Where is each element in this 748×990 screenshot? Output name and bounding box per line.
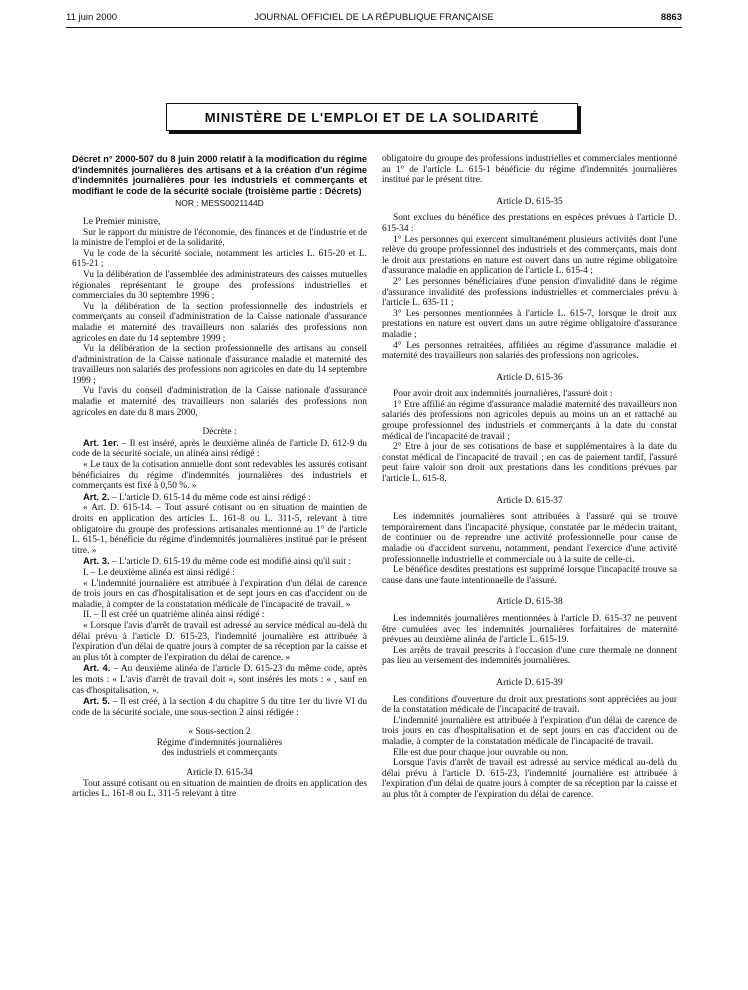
paragraph: des industriels et commerçants [161,748,278,759]
paragraph: Vu le code de la sécurité sociale, notamment les articles L. 615-20 et L. 615-21 ; [72,248,367,270]
paragraph: « Lorsque l'avis d'arrêt de travail est adressé au service médical au-delà du délai prévu à l'article D. 615-23, l'indemnité journalière est attribuée à l'expiration d'un délai de quatre jours à compter de sa réception par la caisse et au plus tôt à compter de l'expiration du délai de carence. » [72,620,367,663]
paragraph: Le Premier ministre, [83,216,161,227]
paragraph: L'indemnité journalière est attribuée à l'expiration d'un délai de carence de trois jours en cas d'hospitalisation et de sept jours en cas d'accident ou de maladie, à compter de la constatation médicale de l'incapacité de travail. [382,715,677,747]
article-text: – L'article D. 615-19 du même code est modifié ainsi qu'il suit : [109,557,351,568]
paragraph: Article D. 615-35 [496,196,563,207]
header-date: 11 juin 2000 [66,12,118,23]
paragraph: obligatoire du groupe des professions industrielles et commerciales mentionné au 1° de l'article L. 615-1 bénéficie du régime d'indemnités journalières institué par le présent titre. [382,154,677,186]
header-journal-title: JOURNAL OFFICIEL DE LA RÉPUBLIQUE FRANÇAISE [254,12,494,23]
paragraph: I. – Le deuxième alinéa est ainsi rédigé : [83,567,235,578]
paragraph: Les arrêts de travail prescrits à l'occasion d'une cure thermale ne donnent pas lieu au versement des indemnités journalières. [382,645,677,667]
paragraph: « L'indemnité journalière est attribuée à l'expiration d'un délai de carence de trois jours en cas d'hospitalisation et de sept jours en cas d'accident ou de maladie, à compter de la constatation médicale de l'incapacité de travail. » [72,578,367,610]
paragraph: Article D. 615-38 [496,597,563,608]
paragraph: Article D. 615-39 [496,677,563,688]
article-label: Art. 4. [83,662,111,674]
page-header [66,12,682,28]
paragraph: Article D. 615-36 [496,372,563,383]
paragraph [72,663,367,696]
paragraph: Vu la délibération de la section professionnelle des artisans au conseil d'administration de la Caisse nationale d'assurance maladie et maternité des travailleurs non salariés des professions non agricoles en date du 14 septembre 1999 ; [72,344,367,386]
paragraph: Article D. 615-37 [496,495,563,506]
paragraph: 4° Les personnes retraitées, affiliées au régime d'assurance maladie et maternité des travailleurs non salariés des professions non agricoles. [382,340,677,362]
paragraph: Vu la délibération de l'assemblée des administrateurs des caisses mutuelles régionales représentant le groupe des professions industrielles et commerciales du 30 septembre 1996 ; [72,269,367,302]
paragraph: 2° Les personnes bénéficiaires d'une pension d'invalidité dans le régime d'assurance invalidité des professions industrielles et commerciales prévu à l'article L. 635-11 ; [382,276,677,309]
article-text: – Il est créé, à la section 4 du chapitre 5 du titre 1er du livre VI du code de la sécurité sociale, une sous-section 2 ainsi rédigée : [72,697,368,718]
paragraph: Sont exclues du bénéfice des prestations en espèces prévues à l'article D. 615-34 : [382,213,677,234]
paragraph: 1° Les personnes qui exercent simultanément plusieurs activités dont l'une relève du groupe professionnel des industriels et des commerçants, mais dont le droit aux prestations en nature est ouvert dans un autre régime obligatoire d'assurance maladie en application de l'article L. 615-4 ; [382,234,677,277]
article-label: Art. 5. [83,695,110,707]
header-page-number: 8863 [660,12,682,23]
paragraph [72,492,367,504]
paragraph: Les indemnités journalières mentionnées à l'article D. 615-37 ne peuvent être cumulées avec les indemnités journalières forfaitaires de maternité prévues au deuxième alinéa de l'article L. 615-19. [382,613,677,646]
paragraph: Décret n° 2000-507 du 8 juin 2000 relatif à la modification du régime d'indemnités journalières des artisans et à la création d'un régime d'indemnités journalières pour les industriels et commerçants et modifiant le code de la sécurité sociale (troisième partie : Décrets) [72,154,367,196]
paragraph: Vu la délibération de la section professionnelle des industriels et commerçants au conseil d'administration de la Caisse nationale d'assurance maladie et maternité des travailleurs non salariés des professions non agricoles en date du 14 septembre 1999 ; [72,301,367,344]
paragraph: Régime d'indemnités journalières [156,737,283,748]
paragraph: Elle est due pour chaque jour ouvrable ou non. [393,747,569,758]
paragraph: II. – Il est créé un quatrième alinéa ainsi rédigé : [83,610,265,621]
paragraph: Pour avoir droit aux indemnités journalières, l'assuré doit : [393,389,613,400]
paragraph: Article D. 615-34 [186,768,253,779]
article-label: Art. 3. [83,555,110,567]
paragraph: 1° Etre affilié au régime d'assurance maladie maternité des travailleurs non salariés des professions non agricoles depuis au moins un an et rattaché au groupe professionnel des industriels et commerçants à la date du constat médical de l'incapacité de travail ; [382,399,677,442]
paragraph: 3° Les personnes mentionnées à l'article L. 615-7, lorsque le droit aux prestations en nature est ouvert dans un autre régime obligatoire d'assurance maladie ; [382,308,677,340]
paragraph: Les conditions d'ouverture du droit aux prestations sont appréciées au jour de la constatation médicale de l'incapacité de travail. [382,694,677,716]
paragraph: Lorsque l'avis d'arrêt de travail est adressé au service médical au-delà du délai prévu à l'article D. 615-23, l'indemnité journalière est attribuée à l'expiration d'un délai de quatre jours à compter de sa réception par la caisse et au plus tôt à compter de l'expiration du délai de carence. [382,758,677,800]
article-text: – Au deuxième alinéa de l'article D. 615-23 du même code, après les mots : « L'avis d'arrêt de travail doit », sont insérés les mots : « , sauf en cas d'hospitalisation, ». [72,664,367,696]
paragraph: 2° Etre à jour de ses cotisations de base et supplémentaires à la date du constat médical de l'incapacité de travail ; en cas de paiement tardif, l'assuré peut faire valoir son droit aux prestations dans les conditions prévues par l'article L. 615-8. [382,442,677,485]
paragraph: « Sous-section 2 [188,727,251,738]
ministry-heading: MINISTÈRE DE L'EMPLOI ET DE LA SOLIDARITÉ [166,103,578,131]
paragraph: NOR : MESS0021144D [175,198,264,209]
paragraph: Tout assuré cotisant ou en situation de maintien de droits en application des articles L. 161-8 ou L. 311-5 relevant à titre [72,778,367,800]
article-text: – L'article D. 615-14 du même code est ainsi rédigé : [109,492,311,503]
article-label: Art. 2. [83,490,110,502]
paragraph: « Le taux de la cotisation annuelle dont sont redevables les assurés cotisant bénéficiaires du régime d'indemnités journalières des industriels et commerçants est fixé à 0,50 %. » [72,460,367,492]
paragraph: Décrète : [202,427,237,438]
header-rule [66,27,682,28]
left-column [72,154,367,800]
paragraph: Vu l'avis du conseil d'administration de la Caisse nationale d'assurance maladie et maternité des travailleurs non salariés des professions non agricoles en date du 8 mars 2000, [72,386,367,418]
article-label: Art. 1er. [83,436,119,448]
paragraph [72,696,367,718]
article-text: – Il est inséré, après le deuxième alinéa de l'article D. 612-9 du code de la sécurité sociale, un alinéa ainsi rédigé : [72,438,367,460]
paragraph: Le bénéfice desdites prestations est supprimé lorsque l'incapacité trouve sa cause dans une faute intentionnelle de l'assuré. [382,565,677,586]
paragraph: « Art. D. 615-14. – Tout assuré cotisant ou en situation de maintien de droits en application des articles L. 161-8 ou L. 311-5, relevant à titre obligatoire du groupe des professions artisanales mentionné au 1° de l'article L. 615-1, bénéficie du régime d'indemnités journalières institué par le présent titre. » [72,503,367,556]
paragraph: Sur le rapport du ministre de l'économie, des finances et de l'industrie et de la ministre de l'emploi et de la solidarité, [72,227,367,249]
paragraph [72,438,367,460]
paragraph [72,556,367,568]
paragraph: Les indemnités journalières sont attribuées à l'assuré qui se trouve temporairement dans l'incapacité physique, constatée par le médecin traitant, de continuer ou de reprendre une activité professionnelle pour cause de maladie ou d'accident survenu, notamment, pendant l'exercice d'une activité professionnelle industrielle et commerciale ou à la suite de celle-ci. [382,512,677,565]
right-column [382,154,677,800]
